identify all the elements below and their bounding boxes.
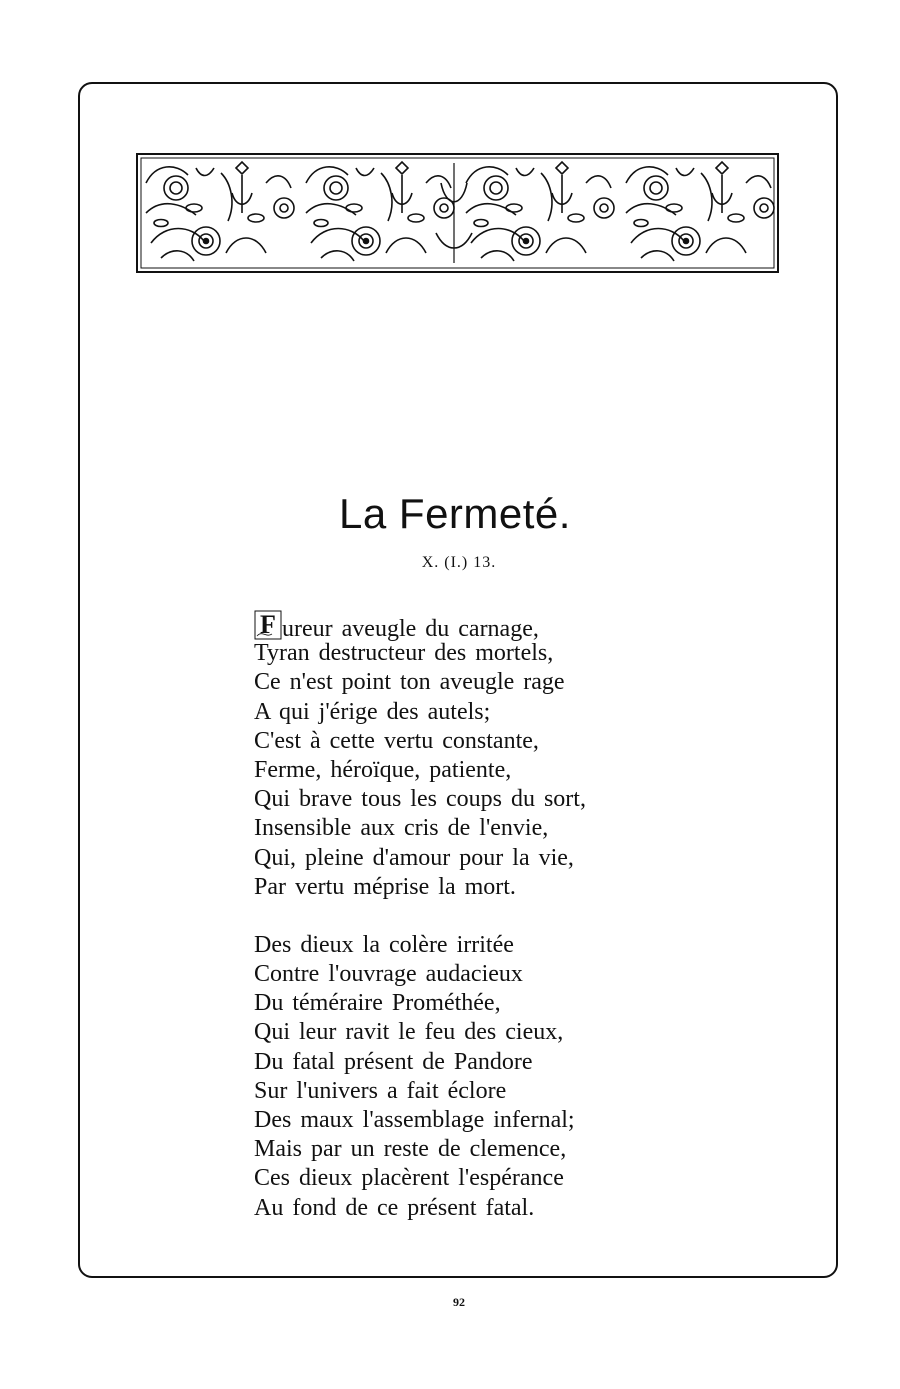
poem xyxy=(254,610,674,1252)
poem-line: A qui j'érige des autels; xyxy=(254,698,491,725)
poem-line: Des dieux la colère irritée xyxy=(254,931,514,958)
floral-scroll-ornament-icon xyxy=(136,153,779,273)
poem-line: Qui, pleine d'amour pour la vie, xyxy=(254,844,574,871)
poem-line: Mais par un reste de clemence, xyxy=(254,1136,567,1163)
poem-line: Du fatal présent de Pandore xyxy=(254,1048,533,1075)
poem-line: Tyran destructeur des mortels, xyxy=(254,640,554,667)
svg-text:F: F xyxy=(260,610,276,639)
stanza-1 xyxy=(254,610,674,902)
poem-line: Par vertu méprise la mort. xyxy=(254,873,516,900)
dropcap-f-icon xyxy=(254,610,282,640)
poem-line: Insensible aux cris de l'envie, xyxy=(254,815,549,842)
poem-line: Au fond de ce présent fatal. xyxy=(254,1194,535,1221)
page-number: 92 xyxy=(453,1295,465,1309)
stanza-2 xyxy=(254,931,674,1223)
page-title: La Fermeté. xyxy=(339,490,571,537)
poem-line: Du téméraire Prométhée, xyxy=(254,990,501,1017)
first-line-text: ureur aveugle du carnage, xyxy=(282,616,539,642)
poem-line: Qui leur ravit le feu des cieux, xyxy=(254,1019,564,1046)
poem-reference: X. (I.) 13. xyxy=(421,554,497,571)
poem-line-first xyxy=(254,610,674,642)
poem-line: C'est à cette vertu constante, xyxy=(254,727,539,754)
poem-line: Contre l'ouvrage audacieux xyxy=(254,961,523,988)
poem-line: Ce n'est point ton aveugle rage xyxy=(254,669,565,696)
poem-line: Qui brave tous les coups du sort, xyxy=(254,786,586,813)
poem-line: Des maux l'assemblage infernal; xyxy=(254,1107,575,1133)
poem-line: Ces dieux placèrent l'espérance xyxy=(254,1165,564,1192)
poem-line: Sur l'univers a fait éclore xyxy=(254,1077,507,1104)
poem-line: Ferme, héroïque, patiente, xyxy=(254,756,512,783)
